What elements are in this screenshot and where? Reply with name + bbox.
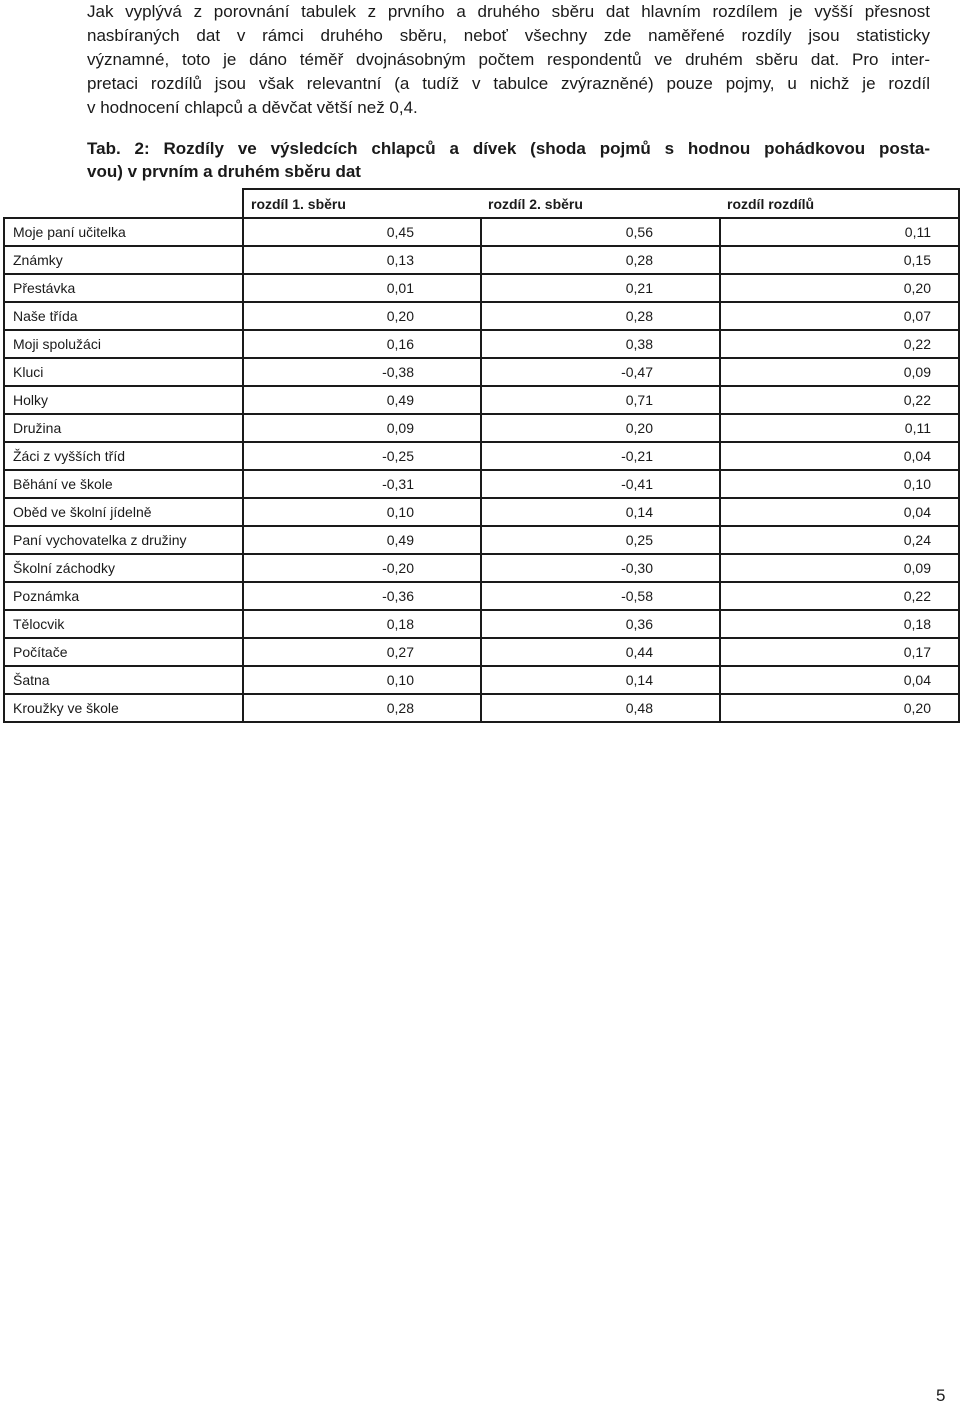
row-diff-of-diffs: 0,22: [720, 330, 959, 358]
row-diff-first: 0,18: [243, 610, 481, 638]
table-row: [4, 330, 959, 358]
row-diff-of-diffs: 0,22: [720, 582, 959, 610]
row-diff-first: -0,31: [243, 470, 481, 498]
table-row: [4, 218, 959, 246]
table-row: [4, 694, 959, 722]
row-term: Šatna: [4, 666, 243, 694]
table-row: [4, 414, 959, 442]
row-term: Naše třída: [4, 302, 243, 330]
row-diff-second: 0,14: [481, 666, 720, 694]
row-diff-of-diffs: 0,10: [720, 470, 959, 498]
row-diff-of-diffs: 0,15: [720, 246, 959, 274]
row-diff-first: -0,20: [243, 554, 481, 582]
row-diff-of-diffs: 0,09: [720, 358, 959, 386]
table-row: [4, 302, 959, 330]
row-diff-second: 0,36: [481, 610, 720, 638]
intro-line: Jak vyplývá z porovnání tabulek z prvního a druhého sběru dat hlavním rozdílem je vyšší přesnost: [87, 2, 930, 21]
table-body: [4, 218, 959, 722]
row-diff-second: 0,44: [481, 638, 720, 666]
row-diff-first: 0,49: [243, 386, 481, 414]
row-diff-first: 0,49: [243, 526, 481, 554]
intro-paragraph: [87, 0, 930, 120]
row-diff-of-diffs: 0,07: [720, 302, 959, 330]
row-term: Oběd ve školní jídelně: [4, 498, 243, 526]
row-term: Žáci z vyšších tříd: [4, 442, 243, 470]
row-diff-first: -0,25: [243, 442, 481, 470]
row-diff-of-diffs: 0,18: [720, 610, 959, 638]
row-diff-first: 0,16: [243, 330, 481, 358]
row-diff-of-diffs: 0,20: [720, 274, 959, 302]
results-table: [3, 188, 960, 723]
table-row: [4, 246, 959, 274]
row-diff-second: 0,48: [481, 694, 720, 722]
row-term: Známky: [4, 246, 243, 274]
intro-line: významné, toto je dáno téměř dvojnásobným počtem respondentů ve druhém sběru dat. Pro inter-: [87, 50, 930, 69]
row-term: Přestávka: [4, 274, 243, 302]
table-row: [4, 666, 959, 694]
row-term: Kroužky ve škole: [4, 694, 243, 722]
row-term: Poznámka: [4, 582, 243, 610]
row-term: Moje paní učitelka: [4, 218, 243, 246]
row-diff-of-diffs: 0,17: [720, 638, 959, 666]
table-row: [4, 582, 959, 610]
row-term: Kluci: [4, 358, 243, 386]
row-diff-first: 0,45: [243, 218, 481, 246]
row-diff-second: -0,30: [481, 554, 720, 582]
row-diff-of-diffs: 0,22: [720, 386, 959, 414]
row-diff-of-diffs: 0,04: [720, 442, 959, 470]
row-diff-first: 0,28: [243, 694, 481, 722]
caption-line: vou) v prvním a druhém sběru dat: [87, 162, 361, 181]
row-term: Počítače: [4, 638, 243, 666]
header-diff-first: rozdíl 1. sběru: [243, 189, 481, 218]
row-diff-first: 0,09: [243, 414, 481, 442]
table-row: [4, 274, 959, 302]
row-diff-of-diffs: 0,20: [720, 694, 959, 722]
table-row: [4, 554, 959, 582]
row-term: Holky: [4, 386, 243, 414]
table-row: [4, 442, 959, 470]
row-diff-second: -0,41: [481, 470, 720, 498]
row-diff-second: -0,47: [481, 358, 720, 386]
row-diff-second: 0,56: [481, 218, 720, 246]
header-diff-of-diffs: rozdíl rozdílů: [720, 189, 959, 218]
row-diff-first: 0,10: [243, 666, 481, 694]
row-diff-second: 0,20: [481, 414, 720, 442]
table-caption: [87, 137, 930, 183]
row-diff-first: 0,13: [243, 246, 481, 274]
row-diff-second: -0,21: [481, 442, 720, 470]
row-diff-second: 0,71: [481, 386, 720, 414]
caption-line: Tab. 2: Rozdíly ve výsledcích chlapců a dívek (shoda pojmů s hodnou pohádkovou posta-: [87, 139, 930, 158]
row-diff-of-diffs: 0,04: [720, 666, 959, 694]
row-diff-first: 0,27: [243, 638, 481, 666]
row-diff-first: 0,20: [243, 302, 481, 330]
row-diff-second: 0,28: [481, 302, 720, 330]
row-diff-first: 0,01: [243, 274, 481, 302]
intro-line: v hodnocení chlapců a děvčat větší než 0,4.: [87, 98, 418, 117]
header-empty-cell: [4, 189, 243, 218]
intro-line: nasbíraných dat v rámci druhého sběru, neboť všechny zde naměřené rozdíly jsou statisticky: [87, 26, 930, 45]
row-diff-second: 0,25: [481, 526, 720, 554]
row-term: Běhání ve škole: [4, 470, 243, 498]
row-diff-second: 0,14: [481, 498, 720, 526]
table-header-row: [4, 189, 959, 218]
row-diff-second: -0,58: [481, 582, 720, 610]
row-diff-of-diffs: 0,04: [720, 498, 959, 526]
row-term: Tělocvik: [4, 610, 243, 638]
table-row: [4, 358, 959, 386]
row-diff-first: -0,38: [243, 358, 481, 386]
row-diff-second: 0,28: [481, 246, 720, 274]
intro-line: pretaci rozdílů jsou však relevantní (a tudíž v tabulce zvýrazněné) pouze pojmy, u nichž je rozdíl: [87, 74, 930, 93]
table-row: [4, 498, 959, 526]
row-diff-of-diffs: 0,24: [720, 526, 959, 554]
row-diff-second: 0,21: [481, 274, 720, 302]
row-term: Paní vychovatelka z družiny: [4, 526, 243, 554]
table-row: [4, 470, 959, 498]
row-term: Družina: [4, 414, 243, 442]
row-diff-second: 0,38: [481, 330, 720, 358]
header-diff-second: rozdíl 2. sběru: [481, 189, 720, 218]
row-diff-of-diffs: 0,09: [720, 554, 959, 582]
table-row: [4, 386, 959, 414]
page-number: 5: [936, 1386, 946, 1405]
table-row: [4, 638, 959, 666]
row-diff-first: 0,10: [243, 498, 481, 526]
row-diff-of-diffs: 0,11: [720, 218, 959, 246]
table-row: [4, 610, 959, 638]
row-diff-first: -0,36: [243, 582, 481, 610]
row-term: Moji spolužáci: [4, 330, 243, 358]
row-diff-of-diffs: 0,11: [720, 414, 959, 442]
row-term: Školní záchodky: [4, 554, 243, 582]
table-row: [4, 526, 959, 554]
